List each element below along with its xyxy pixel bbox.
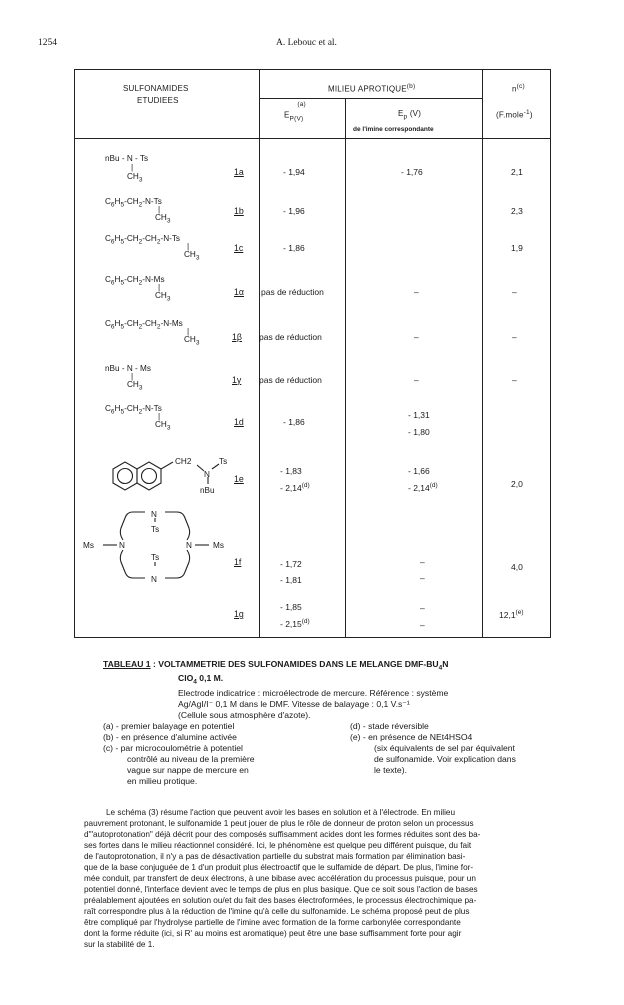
body-line-10: raît correspondre plus à la réduction de l'imine qu'à celle du sulfonamide. Le schéma proposé peut de plus [84,907,470,916]
body-line-12: dont la forme réduite (ici, si R' au moins est aromatique) peut être une base suffisamment forte pour agir [84,929,462,938]
code-1e: 1e [234,474,244,484]
header-ep-imine: $E_p$ (V) [398,109,422,121]
ep-1a: - 1,94 [283,167,305,177]
svg-text:N: N [151,575,157,582]
header-compounds-2: ETUDIEES [137,96,179,105]
ep-1e-1: - 1,83 [280,466,302,476]
ep-1e-2: - 2,14$^{(d)}$ [280,482,310,493]
ep-imine-1d-2: - 1,80 [408,427,430,437]
note-c: (c) - par microcoulométrie à potentiel [103,743,243,753]
ep-imine-1beta: – [414,332,419,342]
svg-text:Ms: Ms [83,541,94,550]
n-1e: 2,0 [511,479,523,489]
code-1alpha: 1α [234,287,244,297]
svg-text:N: N [186,541,192,550]
macrocycle-structure-1f [83,500,243,582]
ep-imine-1e-2: - 2,14$^{(d)}$ [408,482,438,493]
caption-title-2: ClO$_4$ 0,1 M. [178,673,224,686]
header-compounds-1: SULFONAMIDES [123,84,189,93]
body-line-4: ses fortes dans le milieu réactionnel considéré. Ici, le phénomène est quelque peu différent puisque, du fait [84,841,472,850]
ep-imine-1g-2: – [420,620,425,630]
running-head: A. Lebouc et al. [276,38,337,48]
svg-text:N: N [119,541,125,550]
note-e-2: (six équivalents de sel par équivalent [374,743,515,753]
ep-1alpha: pas de réduction [261,287,324,297]
n-1f: 4,0 [511,562,523,572]
body-line-3: d'"autoprotonation" déjà décrit pour des composés suffisamment acides dont les formes réduites sont des ba- [84,830,481,839]
n-1gamma: – [512,375,517,385]
body-line-13: sur la stabilité de 1. [84,940,155,949]
header-ep-imine-note: de l'imine correspondante [353,126,434,133]
note-d: (d) - stade réversible [350,721,429,731]
caption-title: TABLEAU 1 : VOLTAMMETRIE DES SULFONAMIDES DANS LE MELANGE DMF-$BU_4N$ [103,659,449,672]
ep-1gamma: pas de réduction [259,375,322,385]
ep-imine-1f-1: – [420,557,425,567]
ep-imine-1a: - 1,76 [401,167,423,177]
n-1beta: – [512,332,517,342]
header-n: $n^{(c)}$ [512,83,525,94]
svg-text:N: N [151,510,157,519]
n-1b: 2,3 [511,206,523,216]
code-1d: 1d [234,417,244,427]
ep-1g-2: - 2,15$^{(d)}$ [280,618,310,629]
body-line-1: Le schéma (3) résume l'action que peuvent avoir les bases en solution et à l'électrode. En milieu [106,808,456,817]
data-table: SULFONAMIDES ETUDIEES MILIEU APROTIQUE$^{(b)}$ $E_{P(V)}^{(a)}$ $E_p$ (V) de l'imine correspondante $n^{(c)}$ (F.mole$^{-1}$) nBu - N - Ts | $CH_3$ 1a - 1,94 - 1,76 2,1 $C_6H_5-CH_2-N-Ts$ | $CH_3$ 1b - 1,96 2,3 $C_6H_5-CH_2-CH_2-N-Ts$ | $CH_3$ 1c - 1,86 1,9 $C_6H_5-CH_2-N-Ms$ | $CH_3$ 1α pas de réduction – – $C_6H_5-CH_2-CH_2-N-Ms$ | $CH_3$ 1β pas de réduction – – nBu - N - Ms | $CH_3$ 1γ pas de réduction – – $C_6H_5-CH_2-N-Ts$ | $CH_3$ 1d - 1,86 - 1,31 - 1,80 CH2 N Ts nBu 1e - 1,83 - 2,14$^{(d)}$ - 1,66 - 2,14$^{(d)}$ 2,0 N Ts Ms N N Ms Ts N 1f - 1,72 - 1,81 – – 4,0 1g - 1,85 - 2,15$^{(d)}$ – – 12,1$^{(e)}$ [74,69,551,638]
note-e-3: de sulfonamide. Voir explication dans [374,754,516,764]
code-1g: 1g [234,609,244,619]
n-1alpha: – [512,287,517,297]
n-1c: 1,9 [511,243,523,253]
body-line-9: préalablement ajoutées en solution ou/et du fait des bases électroformées, le processus électrochimique pa- [84,896,477,905]
header-medium: MILIEU APROTIQUE$^{(b)}$ [328,83,416,94]
formula-1beta: $C_6H_5-CH_2-CH_2-N-Ms$ [105,319,183,331]
n-label: N [204,470,210,479]
svg-text:Ts: Ts [151,525,160,534]
ep-1c: - 1,86 [283,243,305,253]
body-line-5: de l'autoprotonation, il n'y a pas de désactivation partielle du substrat mais formation par élimination basi- [84,852,466,861]
ep-1g-1: - 1,85 [280,602,302,612]
ep-1b: - 1,96 [283,206,305,216]
formula-1c: $C_6H_5-CH_2-CH_2-N-Ts$ [105,234,181,246]
note-c-4: en milieu protique. [127,776,198,786]
nbu-label: nBu [200,486,215,495]
svg-text:Ts: Ts [151,553,160,562]
body-line-6: que de la base conjuguée de 1 d'un produit plus électroactif que le sulfamide de départ. De plus, l'imine for- [84,863,474,872]
ep-imine-1e-1: - 1,66 [408,466,430,476]
ts-label: Ts [219,457,228,466]
code-1b: 1b [234,206,244,216]
code-1gamma: 1γ [232,375,242,385]
n-1g: 12,1$^{(e)}$ [499,609,524,620]
body-line-8: potentiel donné, l'interface devient avec le temps de plus en plus basique. Que ce soit sous l'action de bases [84,885,478,894]
ep-imine-1d-1: - 1,31 [408,410,430,420]
col-divider-3 [482,70,483,637]
n-1a: 2,1 [511,167,523,177]
caption-line-3: (Cellule sous atmosphère d'azote). [178,710,311,720]
ep-1d: - 1,86 [283,417,305,427]
header-rule [75,138,550,139]
formula-1d: $C_6H_5-CH_2-N-Ts$ [105,404,162,416]
header-ep: $E_{P(V)}^{(a)}$ [284,101,306,123]
formula-1alpha: $C_6H_5-CH_2-N-Ms$ [105,275,165,287]
ep-1f-2: - 1,81 [280,575,302,585]
note-c-2: contrôlé au niveau de la première [127,754,255,764]
body-line-11: être compliqué par l'hydrolyse partielle de l'imine avec formation de la forme carbonylée correspondante [84,918,461,927]
page-number: 1254 [38,38,57,48]
header-n-unit: (F.mole$^{-1}$) [496,109,533,120]
svg-text:Ms: Ms [213,541,224,550]
ep-imine-1gamma: – [414,375,419,385]
caption-line-1: Electrode indicatrice : microélectrode de mercure. Référence : système [178,688,449,698]
medium-underline [259,98,482,99]
formula-1b: $C_6H_5-CH_2-N-Ts$ [105,197,162,209]
ch2-label: CH2 [175,457,192,466]
formula-1gamma: nBu - N - Ms [105,364,151,373]
body-line-2: pauvrement protonant, le sulfonamide 1 peut jouer de plus le rôle de donneur de proton selon un processus [84,819,474,828]
code-1c: 1c [234,243,244,253]
naphthyl-structure-1e [101,455,241,501]
note-b: (b) - en présence d'alumine activée [103,732,237,742]
body-line-7: mée conduit, par transfert de deux électrons, à une bibase avec accélération du processus puisque, pour un [84,874,476,883]
code-1a: 1a [234,167,244,177]
note-c-3: vague sur nappe de mercure en [127,765,249,775]
col-divider-2 [345,98,346,637]
ep-imine-1f-2: – [420,573,425,583]
ep-1beta: pas de réduction [259,332,322,342]
note-e-4: le texte). [374,765,407,775]
formula-1a: nBu - N - Ts [105,154,149,163]
caption-label: TABLEAU 1 [103,659,151,669]
code-1beta: 1β [232,332,242,342]
ep-1f-1: - 1,72 [280,559,302,569]
note-e: (e) - en présence de NEt4HSO4 [350,732,473,742]
ep-imine-1g-1: – [420,603,425,613]
note-a: (a) - premier balayage en potentiel [103,721,235,731]
code-1f: 1f [234,557,242,567]
ep-imine-1alpha: – [414,287,419,297]
col-divider-1 [259,70,260,637]
caption-line-2: Ag/AgI/I⁻ 0,1 M dans le DMF. Vitesse de balayage : 0,1 V.s⁻¹ [178,699,410,709]
